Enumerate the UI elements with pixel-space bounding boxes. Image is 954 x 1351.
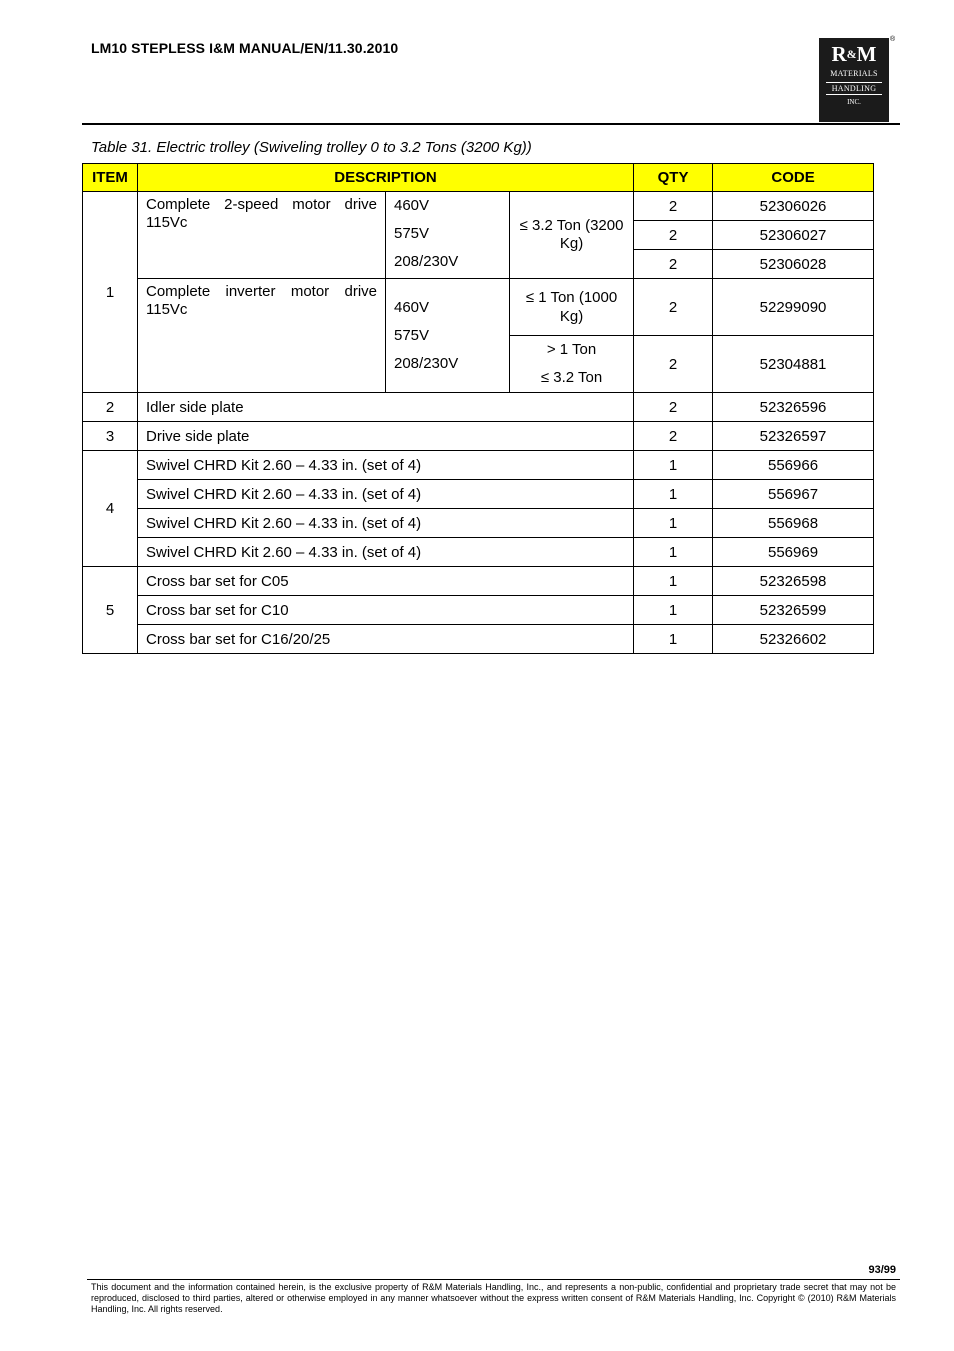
qty-cell: 2 — [634, 192, 713, 221]
header-divider — [82, 123, 900, 125]
code-cell: 556967 — [713, 480, 874, 509]
voltage-value: 575V — [394, 225, 430, 242]
item-number: 5 — [83, 567, 138, 654]
registered-mark: ® — [890, 36, 896, 43]
description-cell: Swivel CHRD Kit 2.60 – 4.33 in. (set of 4) — [138, 480, 634, 509]
table-row — [83, 480, 874, 509]
code-cell: 556968 — [713, 509, 874, 538]
qty-cell: 1 — [634, 451, 713, 480]
description-cell: Cross bar set for C10 — [138, 596, 634, 625]
header-qty: QTY — [634, 164, 713, 192]
parts-table — [82, 163, 874, 654]
description-cell: Swivel CHRD Kit 2.60 – 4.33 in. (set of 4) — [138, 538, 634, 567]
description-cell: Complete 2-speed motor drive 115Vc — [138, 192, 386, 279]
rm-logo — [819, 38, 889, 122]
logo-line-handling: HANDLING — [826, 82, 882, 95]
description-cell: Cross bar set for C16/20/25 — [138, 625, 634, 654]
description-cell: Complete inverter motor drive 115Vc — [138, 279, 386, 393]
description-cell: Cross bar set for C05 — [138, 567, 634, 596]
capacity-value: > 1 Ton — [546, 341, 597, 358]
qty-cell: 2 — [634, 250, 713, 279]
table-row — [83, 596, 874, 625]
voltage-cell — [386, 279, 510, 393]
qty-cell: 2 — [634, 279, 713, 336]
header-item: ITEM — [83, 164, 138, 192]
table-row — [83, 538, 874, 567]
qty-cell: 2 — [634, 221, 713, 250]
capacity-value: ≤ 3.2 Ton — [540, 369, 603, 386]
voltage-value: 460V — [394, 298, 430, 316]
legal-notice: This document and the information contained herein, is the exclusive property of R&M Materials Handling, Inc., and represents a non-public, confidential and proprietary trade secret that may not be reproduced, disclosed to third parties, altered or otherwise employed in any manner whatsoever without the express written consent of R&M Materials Handling, Inc. Copyright © (2010) R&M Materials Handling, Inc. All rights reserved. — [91, 1282, 896, 1314]
voltage-value: 208/230V — [394, 253, 459, 270]
code-cell: 52304881 — [713, 336, 874, 393]
document-title: LM10 STEPLESS I&M MANUAL/EN/11.30.2010 — [91, 40, 399, 56]
table-header-row — [83, 164, 874, 192]
description-cell: Idler side plate — [138, 393, 634, 422]
code-cell: 52306026 — [713, 192, 874, 221]
footer-divider — [87, 1279, 900, 1280]
code-cell: 52306027 — [713, 221, 874, 250]
qty-cell: 1 — [634, 538, 713, 567]
qty-cell: 2 — [634, 422, 713, 451]
description-cell: Swivel CHRD Kit 2.60 – 4.33 in. (set of 4) — [138, 451, 634, 480]
table-row — [83, 625, 874, 654]
table-row — [83, 279, 874, 336]
table-row — [83, 509, 874, 538]
voltage-value: 208/230V — [394, 354, 459, 372]
logo-line-materials: MATERIALS — [830, 69, 878, 78]
header-code: CODE — [713, 164, 874, 192]
page-number: 93/99 — [868, 1264, 896, 1276]
item-number: 4 — [83, 451, 138, 567]
qty-cell: 2 — [634, 336, 713, 393]
code-cell: 556966 — [713, 451, 874, 480]
table-caption: Table 31. Electric trolley (Swiveling trolley 0 to 3.2 Tons (3200 Kg)) — [91, 139, 532, 156]
table-row — [83, 451, 874, 480]
code-cell: 52326598 — [713, 567, 874, 596]
table-row — [83, 422, 874, 451]
table-row — [83, 393, 874, 422]
capacity-cell — [510, 336, 634, 393]
table-row — [83, 567, 874, 596]
logo-line-inc: INC. — [847, 98, 861, 106]
header-description: DESCRIPTION — [138, 164, 634, 192]
code-cell: 52326597 — [713, 422, 874, 451]
code-cell: 52306028 — [713, 250, 874, 279]
item-number: 3 — [83, 422, 138, 451]
qty-cell: 2 — [634, 393, 713, 422]
qty-cell: 1 — [634, 596, 713, 625]
item-number: 1 — [83, 192, 138, 393]
qty-cell: 1 — [634, 509, 713, 538]
code-cell: 556969 — [713, 538, 874, 567]
qty-cell: 1 — [634, 480, 713, 509]
voltage-value: 460V — [394, 197, 430, 214]
voltage-value: 575V — [394, 326, 430, 344]
code-cell: 52299090 — [713, 279, 874, 336]
description-cell: Swivel CHRD Kit 2.60 – 4.33 in. (set of 4) — [138, 509, 634, 538]
table-row — [83, 192, 874, 221]
qty-cell: 1 — [634, 567, 713, 596]
description-cell: Drive side plate — [138, 422, 634, 451]
code-cell: 52326596 — [713, 393, 874, 422]
item-number: 2 — [83, 393, 138, 422]
code-cell: 52326599 — [713, 596, 874, 625]
code-cell: 52326602 — [713, 625, 874, 654]
capacity-cell: ≤ 3.2 Ton (3200 Kg) — [510, 192, 634, 279]
qty-cell: 1 — [634, 625, 713, 654]
logo-brand: R&M — [831, 42, 877, 66]
voltage-cell — [386, 192, 510, 279]
capacity-cell: ≤ 1 Ton (1000 Kg) — [510, 279, 634, 336]
